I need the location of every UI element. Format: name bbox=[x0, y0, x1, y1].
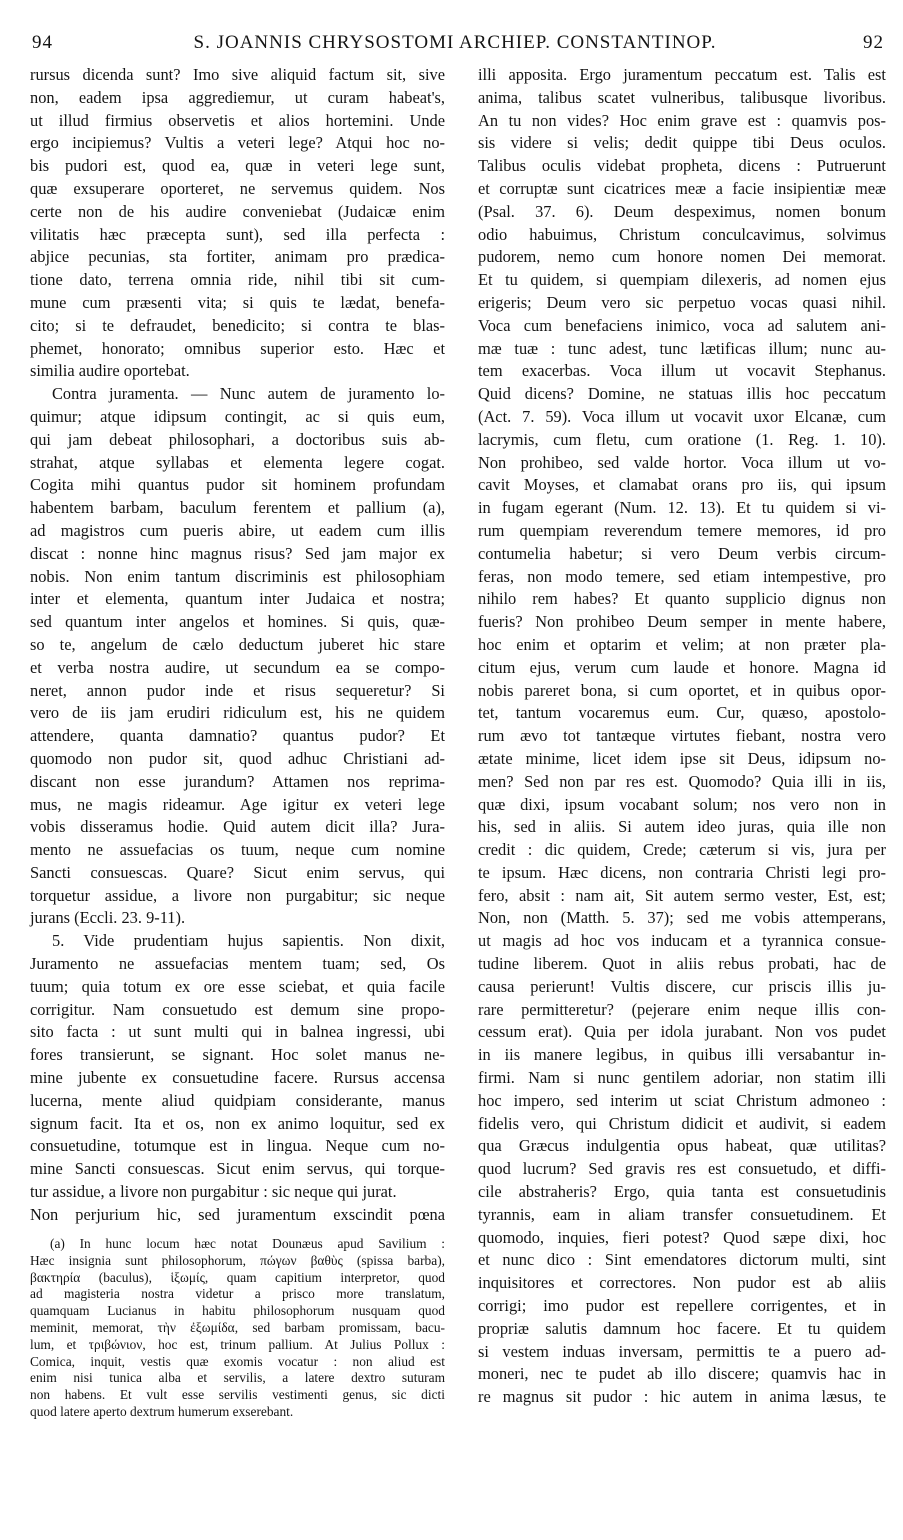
text-line: quomodo non pudor sit, quod adhuc Christiani ad- bbox=[30, 748, 445, 768]
text-line: Cogita mihi quantus pudor sit hominem profundam bbox=[30, 475, 445, 495]
text-line: men? Sed non par res est. Quomodo? Quia illi in iis, bbox=[478, 771, 886, 791]
text-line: firmi. Nam si nunc gentilem adoriar, non statim illi bbox=[478, 1068, 886, 1088]
footnote-line: Comica, inquit, vestis quæ exomis vocatur : non aliud est bbox=[30, 1353, 445, 1369]
text-line: tur assidue, a livore non purgabitur : sic neque qui jurat. bbox=[30, 1182, 397, 1202]
text-line: discat : nonne hinc magnus risus? Sed jam major ex bbox=[30, 543, 445, 563]
text-line: erigeris; Deum vero sic perpetuo vocas quasi nihil. bbox=[478, 292, 886, 312]
page-number-right: 92 bbox=[863, 32, 884, 53]
text-line: consuetudine, totumque est in lingua. Neque cum no- bbox=[30, 1136, 445, 1156]
text-line: et corruptæ sunt cicatrices meæ a facie insipientiæ meæ bbox=[478, 178, 886, 198]
text-line: phemet, honorato; omnibus superior esto. Hæc et bbox=[30, 338, 445, 358]
footnote-line: ad magisteria nostra videtur a prisco more translatum, bbox=[30, 1286, 445, 1302]
footnote-line: enim nisi tunica alba et servilis, a latere dextro suturam bbox=[30, 1370, 445, 1386]
text-line: tet, tantum vocaremus eum. Cur, quæso, apostolo- bbox=[478, 703, 886, 723]
text-line: feras, non modo temere, sed etiam intempestive, pro bbox=[478, 566, 886, 586]
text-line: neret, annon pudor inde et risus sequeretur? Si bbox=[30, 680, 445, 700]
footnote bbox=[30, 1236, 445, 1421]
text-line: contumelia habetur; si vero Deum verbis circum- bbox=[478, 543, 886, 563]
text-line: mune cum præsenti vita; si quis te lædat, benefa- bbox=[30, 292, 445, 312]
text-line: nobis. Non enim tantum discriminis est philosophiam bbox=[30, 566, 445, 586]
text-line: torquetur assidue, a livore non purgabitur; sic neque bbox=[30, 885, 445, 905]
text-line: cessum erat). Quia per idola jurabant. Non vos pudet bbox=[478, 1022, 886, 1042]
text-line: rum ævo tot tantæque virtutes fiebant, nostra vero bbox=[478, 726, 886, 746]
text-line: quod lucrum? Sed gravis res est consuetudo, et diffi- bbox=[478, 1159, 886, 1179]
page-number-left: 94 bbox=[32, 32, 53, 53]
text-line: ergo incipiemus? Vultis a veteri lege? Atqui hoc no- bbox=[30, 133, 445, 153]
text-line: Talibus oculis videbat propheta, dicens : Putruerunt bbox=[478, 156, 886, 176]
footnote-line: meminit, memorat, τὴν ἐξωμίδα, sed barbam promissam, bacu- bbox=[30, 1319, 445, 1335]
text-line: anima, talibus scatet vulneribus, talibusque livoribus. bbox=[478, 87, 886, 107]
text-line: cavit Moyses, et clamabat orans pro iis, qui ipsum bbox=[478, 475, 886, 495]
footnote-line: βακτηρία (baculus), ἱξωμίς, quam capitium interpretor, quod bbox=[30, 1269, 445, 1285]
text-line: Non prohibeo, sed valde hortor. Voca illum ut vo- bbox=[478, 452, 886, 472]
text-line: attendere, quanta damnatio? quantus pudor? Et bbox=[30, 726, 445, 746]
text-line: Sancti consuescas. Quare? Sicut enim servus, qui bbox=[30, 862, 445, 882]
left-column bbox=[30, 64, 445, 1227]
text-line: illi apposita. Ergo juramentum peccatum est. Talis est bbox=[478, 65, 886, 84]
text-line: et nunc dico : Sint emendatores dictorum multi, sint bbox=[478, 1250, 886, 1270]
footnote-line: quod latere aperto dextrum humerum exserebant. bbox=[30, 1403, 294, 1419]
text-line: non, eadem ipsa aggrediemur, ut curam habeat's, bbox=[30, 87, 445, 107]
footnote-line: quamquam Lucianus in habitu philosophorum nusquam quod bbox=[30, 1303, 445, 1319]
text-line: 5. Vide prudentiam hujus sapientis. Non dixit, bbox=[52, 931, 445, 951]
text-line: Voca cum benefaciens inimico, voca ad salutem ani- bbox=[478, 315, 886, 335]
footnote-line: (a) In hunc locum hæc notat Dounæus apud Savilium : bbox=[50, 1236, 445, 1251]
text-line: et verba nostra audire, ut secundum ea se compo- bbox=[30, 657, 445, 677]
text-line: quæ dixi, ipsum vocabant solum; nos vero non in bbox=[478, 794, 886, 814]
text-line: hoc enim et optarim et velim; at non præter pla- bbox=[478, 634, 886, 654]
text-line: discant non esse jurandum? Attamen nos reprima- bbox=[30, 771, 445, 791]
text-line: mento ne assuefacias os tuum, neque cum nomine bbox=[30, 840, 445, 860]
text-line: cito; si te defraudet, benedicito; si contra te blas- bbox=[30, 315, 445, 335]
text-line: tudine liberem. Quot in aliis rebus probati, hac de bbox=[478, 954, 886, 974]
text-line: corrigitur. Nam consuetudo est demum sine propo- bbox=[30, 999, 445, 1019]
text-line: lacrymis, cum fletu, cum oratione (1. Reg. 1. 10). bbox=[478, 429, 886, 449]
text-line: similia audire oportebat. bbox=[30, 361, 190, 381]
text-line: in fugam egerant (Num. 12. 13). Et tu quidem si vi- bbox=[478, 498, 886, 518]
text-line: tem exacerbas. Voca illum ut vocavit Stephanus. bbox=[478, 361, 886, 381]
text-line: fero, absit : nam ait, Sit autem sermo vester, Est, est; bbox=[478, 885, 886, 905]
text-line: ad magistros cum pueris abire, ut eadem cum illis bbox=[30, 520, 445, 540]
text-line: pudorem, nemo cum honore nomen Dei memorat. bbox=[478, 247, 886, 267]
text-line: mus, ne magis rideamur. Age igitur ex veteri lege bbox=[30, 794, 445, 814]
text-line: tyrannis, eam in aliam transfer consuetudinem. Et bbox=[478, 1204, 886, 1224]
text-line: fores transierunt, se signant. Hoc solet manus ne- bbox=[30, 1045, 445, 1065]
text-line: Non, non (Matth. 5. 37); sed me vobis attemperans, bbox=[478, 908, 886, 928]
text-line: corrigi; imo pudor est repellere corrigentes, et in bbox=[478, 1296, 886, 1316]
text-line: inter et elementa, quantum inter Judaica et nostra; bbox=[30, 589, 445, 609]
text-line: rum quempiam reverendum temere memores, id pro bbox=[478, 520, 886, 540]
text-line: Contra juramenta. — Nunc autem de juramento lo- bbox=[52, 384, 445, 404]
text-line: his, sed in aliis. Si autem ideo juras, quia ille non bbox=[478, 817, 886, 837]
footnote-line: lum, et τριβώνιον, hoc est, trinum pallium. At Julius Pollux : bbox=[30, 1336, 445, 1352]
right-column bbox=[478, 64, 886, 1409]
text-line: bis pudori est, quod ea, quæ in veteri lege sunt, bbox=[30, 156, 445, 176]
text-line: inquisitores et correctores. Non pudor est ab aliis bbox=[478, 1273, 886, 1293]
text-line: rursus dicenda sunt? Imo sive aliquid factum sit, sive bbox=[30, 65, 445, 84]
text-line: in iis manere legibus, in quibus illi versabantur in- bbox=[478, 1045, 886, 1065]
page-header bbox=[26, 32, 884, 60]
text-line: abjice pecunias, sta fortiter, animam pro prædica- bbox=[30, 247, 445, 267]
text-line: so te, angelum de cælo deductum juberet hic stare bbox=[30, 634, 445, 654]
text-line: quomodo, inquies, fieri potest? Quod sæpe dixi, hoc bbox=[478, 1227, 886, 1247]
text-line: fidelis vero, qui Christum didicit et audivit, si eadem bbox=[478, 1113, 886, 1133]
text-line: ætate minime, licet idem ipse sit Deus, idipsum no- bbox=[478, 748, 886, 768]
text-line: re magnus sit pudor : hic autem in anima læsus, te bbox=[478, 1387, 886, 1407]
text-line: odio habuimus, Christum conculcavimus, solvimus bbox=[478, 224, 886, 244]
text-line: Quid dicens? Domine, ne statuas illis hoc peccatum bbox=[478, 384, 886, 404]
text-line: quimur; atque idipsum contingit, ac si quis eum, bbox=[30, 406, 445, 426]
text-line: quæ exsuperare oporteret, ne servemus quidem. Nos bbox=[30, 178, 445, 198]
text-line: fueris? Non prohibeo Deum semper in mente habere, bbox=[478, 612, 886, 632]
text-line: cile abstraheris? Ergo, quia tanta est consuetudinis bbox=[478, 1182, 886, 1202]
text-line: tuum; quia totum ex ore esse sciebat, et quia facile bbox=[30, 976, 445, 996]
text-line: jurans (Eccli. 23. 9-11). bbox=[30, 908, 186, 928]
text-line: mine jubente ex consuetudine facere. Rursus accensa bbox=[30, 1068, 445, 1088]
text-line: vero de iis jam erudiri ridiculum est, his ne quidem bbox=[30, 703, 445, 723]
text-line: qua Græcus indulgentia opus habeat, quæ utilitas? bbox=[478, 1136, 886, 1156]
footnote-line: Hæc insignia sunt philosophorum, πώγων βαθὺς (spissa barba), bbox=[30, 1252, 445, 1268]
text-line: nobis pareret bona, si cum oportet, et in quibus opor- bbox=[478, 680, 886, 700]
text-line: (Act. 7. 59). Voca illum ut vocavit uxor Elcanæ, cum bbox=[478, 406, 886, 426]
text-line: sito facta : ut sunt multi qui in balnea ingressi, ubi bbox=[30, 1022, 445, 1042]
text-line: qui jam debeat philosophari, a doctoribus suis ab- bbox=[30, 429, 445, 449]
text-line: moneri, nec te pudet ab illo discere; quamvis hac in bbox=[478, 1364, 886, 1384]
footnote-line: non habens. Et vult esse servilis vestimenti genus, sic dicti bbox=[30, 1387, 445, 1403]
text-line: lucerna, mente aliud quidpiam considerante, manus bbox=[30, 1090, 445, 1110]
text-line: sed quantum inter angelos et homines. Si quis, quæ- bbox=[30, 612, 445, 632]
text-line: vobis disseramus hodie. Quid autem dicit illa? Jura- bbox=[30, 817, 445, 837]
text-line: ut illud firmius observetis et alios hortemini. Unde bbox=[30, 110, 445, 130]
text-line: Non perjurium hic, sed juramentum exscindit pœna bbox=[30, 1204, 445, 1224]
text-line: citum ejus, verum cum laude et honore. Magna id bbox=[478, 657, 886, 677]
text-line: si vestem induas inversam, permittis te a puero ad- bbox=[478, 1341, 886, 1361]
text-line: Juramento ne assuefacias mentem tuam; sed, Os bbox=[30, 954, 445, 974]
text-line: (Psal. 37. 6). Deum despeximus, nomen bonum bbox=[478, 201, 886, 221]
text-line: causa perierunt! Vultis discere, cur priscis illis ju- bbox=[478, 976, 886, 996]
text-line: te ipsum. Hæc dicens, non contraria Christi legi pro- bbox=[478, 862, 886, 882]
text-line: vilitatis hæc præcepta sunt), sed illa perfecta : bbox=[30, 224, 445, 244]
text-line: mæ tuæ : tunc adest, tunc lætificas illum; nunc au- bbox=[478, 338, 886, 358]
text-line: tione dato, terrena omnia ride, nihil tibi sit cum- bbox=[30, 270, 445, 290]
text-line: credit : dic quidem, Crede; cæterum si vis, jura per bbox=[478, 840, 886, 860]
text-line: nihilo rem habes? Et quanto supplicio dignus non bbox=[478, 589, 886, 609]
running-title: S. JOANNIS CHRYSOSTOMI ARCHIEP. CONSTANTINOP. bbox=[193, 32, 717, 53]
text-line: certe non de his audire conveniebat (Judaicæ enim bbox=[30, 201, 445, 221]
text-line: ut magis ad hoc vos inducam et a tyrannica consue- bbox=[478, 931, 886, 951]
text-line: rare permitteretur? (pejerare enim neque illis con- bbox=[478, 999, 886, 1019]
text-line: mine Sancti consuescas. Sicut enim servus, qui torque- bbox=[30, 1159, 445, 1179]
text-line: hoc impero, sed interim ut sciat Christum admoneo : bbox=[478, 1090, 886, 1110]
text-line: sis videre si velis; dedit quippe tibi Deus oculos. bbox=[478, 133, 886, 153]
text-line: signum facit. Ita et os, non ex animo loquitur, sed ex bbox=[30, 1113, 445, 1133]
text-line: strahat, atque syllabas et elementa legere cogat. bbox=[30, 452, 445, 472]
text-line: An tu non vides? Hoc enim grave est : quamvis pos- bbox=[478, 110, 886, 130]
text-line: propriæ salutis damnum hoc facere. Et tu quidem bbox=[478, 1318, 886, 1338]
text-line: Et tu quidem, si quempiam dilexeris, ad nomen ejus bbox=[478, 270, 886, 290]
text-line: habentem barbam, baculum ferentem et pallium (a), bbox=[30, 498, 445, 518]
